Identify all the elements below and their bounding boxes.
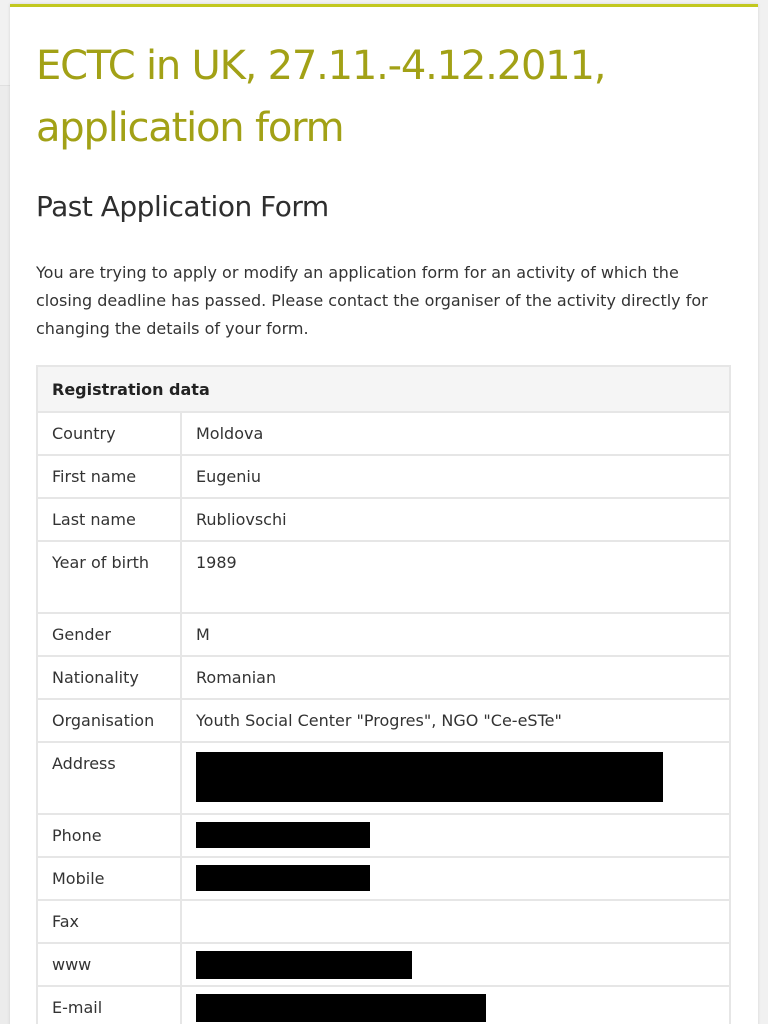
content-card — [10, 4, 758, 1024]
table-row — [37, 699, 730, 742]
row-label-year-of-birth: Year of birth — [37, 541, 181, 613]
row-label-country: Country — [37, 412, 181, 455]
email-redaction — [196, 994, 486, 1022]
row-value-mobile — [181, 857, 730, 900]
row-value-nationality: Romanian — [181, 656, 730, 699]
row-value-first-name: Eugeniu — [181, 455, 730, 498]
row-label-first-name: First name — [37, 455, 181, 498]
row-label-phone: Phone — [37, 814, 181, 857]
row-label-www: www — [37, 943, 181, 986]
row-label-organisation: Organisation — [37, 699, 181, 742]
row-value-email — [181, 986, 730, 1024]
page-subtitle: Past Application Form — [36, 190, 329, 223]
row-label-nationality: Nationality — [37, 656, 181, 699]
table-header: Registration data — [37, 366, 730, 412]
row-value-last-name: Rubliovschi — [181, 498, 730, 541]
address-redaction — [196, 752, 663, 802]
table-row — [37, 656, 730, 699]
row-value-country: Moldova — [181, 412, 730, 455]
www-redaction — [196, 951, 412, 979]
row-label-last-name: Last name — [37, 498, 181, 541]
table-row — [37, 857, 730, 900]
row-value-www — [181, 943, 730, 986]
row-value-fax — [181, 900, 730, 943]
table-row — [37, 541, 730, 613]
table-row — [37, 814, 730, 857]
table-row — [37, 900, 730, 943]
row-value-address — [181, 742, 730, 814]
table-row — [37, 943, 730, 986]
row-label-email: E-mail — [37, 986, 181, 1024]
table-row — [37, 742, 730, 814]
row-value-organisation: Youth Social Center "Progres", NGO "Ce-eSTe" — [181, 699, 730, 742]
registration-table — [36, 365, 731, 1024]
row-label-mobile: Mobile — [37, 857, 181, 900]
row-label-fax: Fax — [37, 900, 181, 943]
row-value-year-of-birth: 1989 — [181, 541, 730, 613]
deadline-notice: You are trying to apply or modify an application form for an activity of which the closing deadline has passed. Please contact the organiser of the activity directly for changing the details of your form. — [36, 263, 708, 338]
row-value-gender: M — [181, 613, 730, 656]
row-value-phone — [181, 814, 730, 857]
table-row — [37, 613, 730, 656]
row-label-gender: Gender — [37, 613, 181, 656]
side-panel-edge — [0, 85, 10, 1024]
row-label-address: Address — [37, 742, 181, 814]
phone-redaction — [196, 822, 370, 848]
table-row — [37, 455, 730, 498]
table-row — [37, 986, 730, 1024]
page-title: ECTC in UK, 27.11.-4.12.2011, application form — [36, 43, 606, 151]
table-header-row — [37, 366, 730, 412]
table-row — [37, 498, 730, 541]
mobile-redaction — [196, 865, 370, 891]
table-row — [37, 412, 730, 455]
